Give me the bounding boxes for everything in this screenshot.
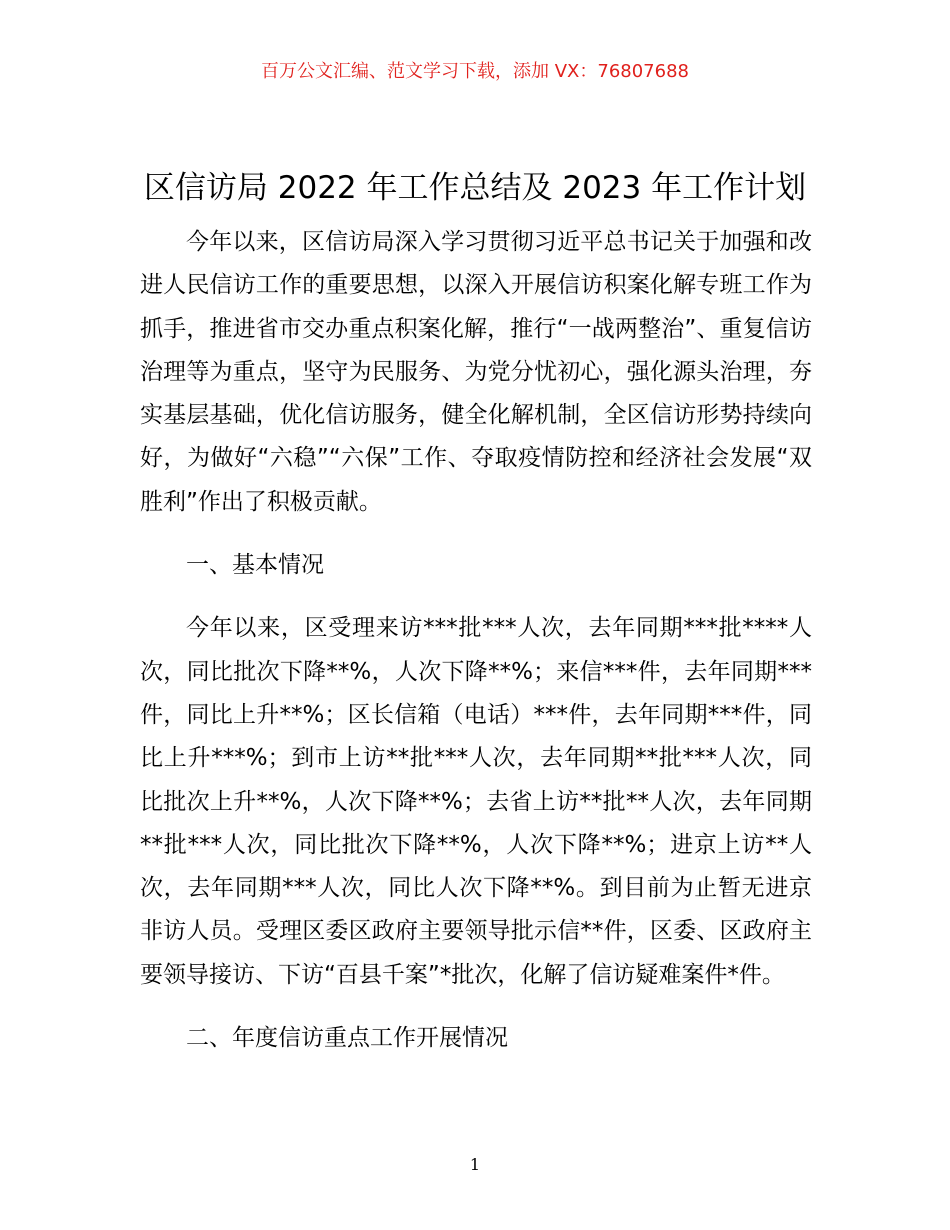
section-heading-key-work: 二、年度信访重点工作开展情况 — [186, 1025, 508, 1052]
page-number: 1 — [469, 1155, 481, 1174]
document-title: 区信访局 2022 年工作总结及 2023 年工作计划 — [143, 170, 807, 206]
document-body — [140, 221, 812, 1060]
section-heading-basic: 一、基本情况 — [186, 552, 324, 579]
intro-paragraph: 今年以来，区信访局深入学习贯彻习近平总书记关于加强和改进人民信访工作的重要思想，以深入开展信访积案化解专班工作为抓手，推进省市交办重点积案化解，推行“一战两整治”、重复信访治理等为重点，坚守为民服务、为党分忧初心，强化源头治理，夯实基层基础，优化信访服务，健全化解机制，全区信访形势持续向好，为做好“六稳”“六保”工作、夺取疫情防控和经济社会发展“双胜利”作出了积极贡献。 — [140, 229, 812, 515]
header-note: 百万公文汇编、范文学习下载，添加 VX：76807688 — [261, 61, 689, 82]
statistics-paragraph: 今年以来，区受理来访***批***人次，去年同期***批****人次，同比批次下降**%，人次下降**%；来信***件，去年同期***件，同比上升**%；区长信箱（电话）***件，去年同期***件，同比上升***%；到市上访**批***人次，去年同期**批***人次，同比批次上升**%，人次下降**%；去省上访**批**人次，去年同期**批***人次，同比批次下降**%，人次下降**%；进京上访**人次，去年同期***人次，同比人次下降**%。到目前为止暂无进京非访人员。受理区委区政府主要领导批示信**件，区委、区政府主要领导接访、下访“百县千案”*批次，化解了信访疑难案件*件。 — [140, 615, 812, 988]
